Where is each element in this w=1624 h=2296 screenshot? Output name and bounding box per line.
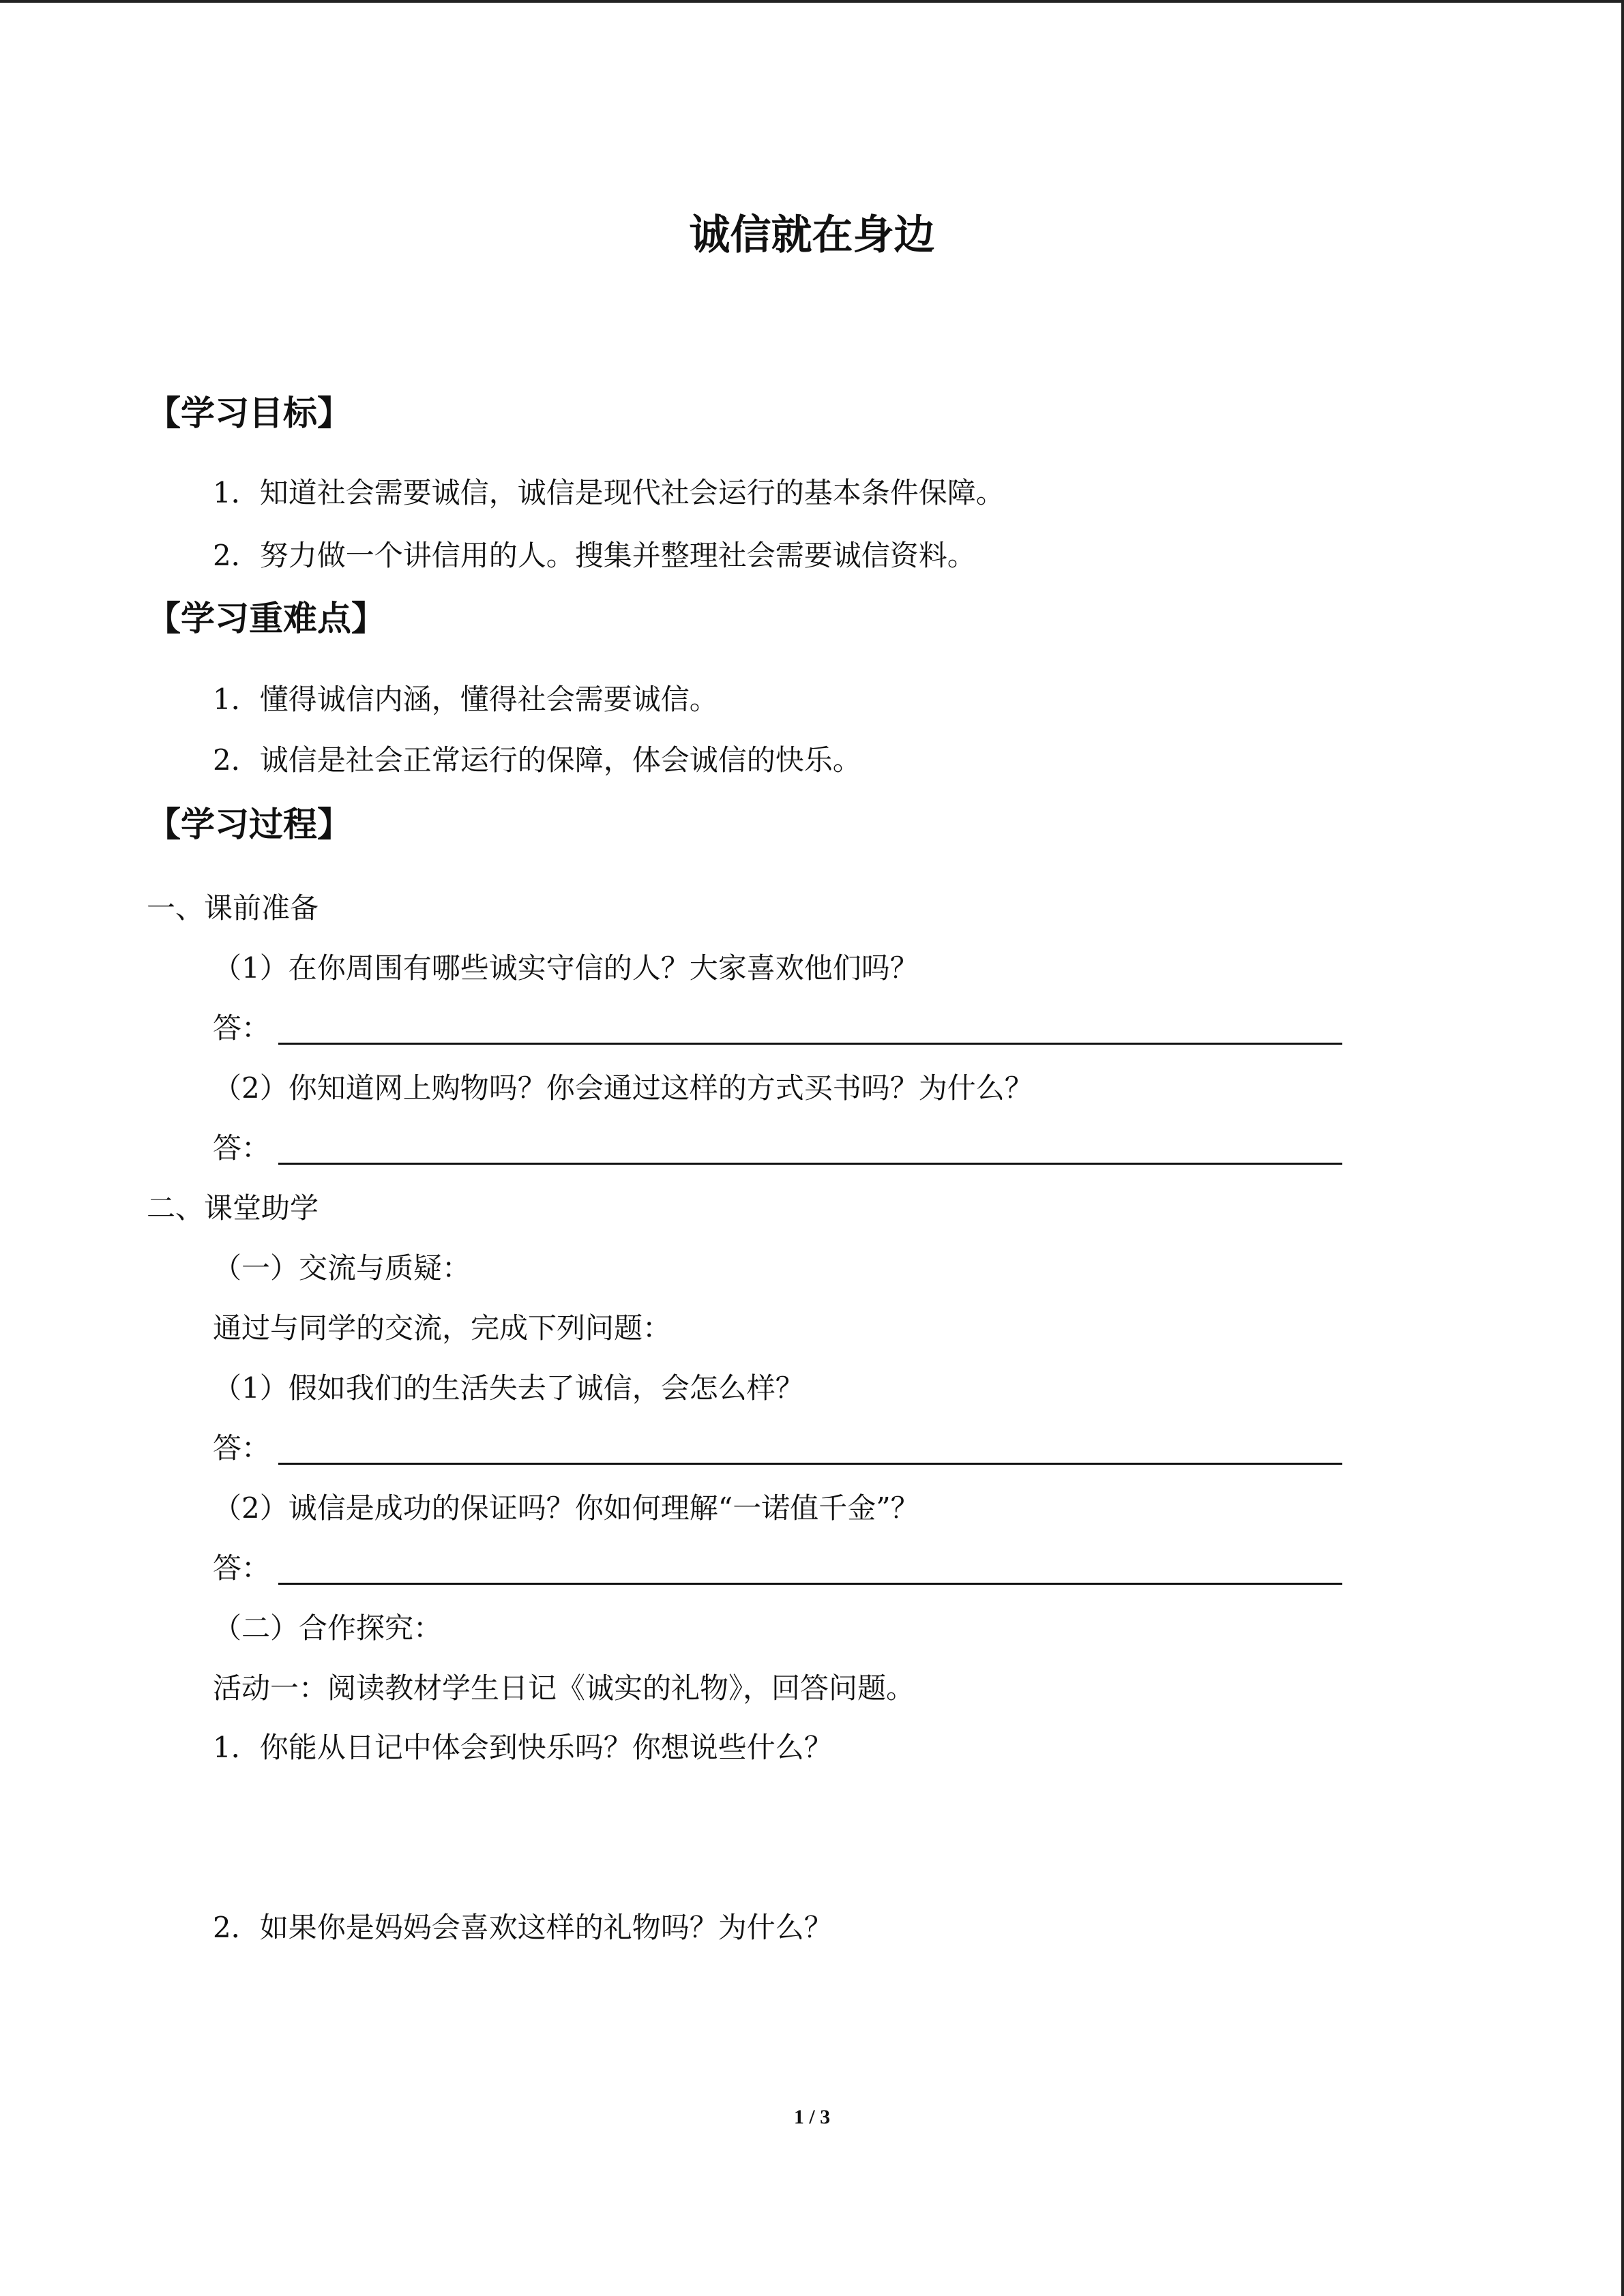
part2-question-1: （1）假如我们的生活失去了诚信，会怎么样？ xyxy=(213,1371,804,1405)
answer-label: 答： xyxy=(213,1551,271,1585)
page-number: 1 / 3 xyxy=(793,2106,831,2128)
part1-question-2: （2）你知道网上购物吗？你会通过这样的方式买书吗？为什么？ xyxy=(213,1071,1033,1105)
part1-question-1: （1）在你周围有哪些诚实守信的人？大家喜欢他们吗？ xyxy=(213,951,919,985)
answer-line[interactable] xyxy=(278,1583,1342,1585)
activity-one: 活动一：阅读教材学生日记《诚实的礼物》，回答问题。 xyxy=(213,1671,915,1705)
page-title: 诚信就在身边 xyxy=(689,211,935,259)
answer-line[interactable] xyxy=(278,1163,1342,1165)
objective-item-1: 1．知道社会需要诚信，诚信是现代社会运行的基本条件保障。 xyxy=(213,476,1005,509)
key-point-item-2: 2．诚信是社会正常运行的保障，体会诚信的快乐。 xyxy=(213,743,861,777)
part2-intro: 通过与同学的交流，完成下列问题： xyxy=(213,1311,672,1345)
key-point-item-1: 1．懂得诚信内涵，懂得社会需要诚信。 xyxy=(213,683,718,716)
part2-title: 二、课堂助学 xyxy=(147,1191,319,1225)
part2-question-2: （2）诚信是成功的保证吗？你如何理解“一诺值千金”？ xyxy=(213,1491,919,1525)
objective-item-2: 2．努力做一个讲信用的人。搜集并整理社会需要诚信资料。 xyxy=(213,539,976,572)
activity-question-2: 2．如果你是妈妈会喜欢这样的礼物吗？为什么？ xyxy=(213,1911,833,1944)
activity-question-1: 1．你能从日记中体会到快乐吗？你想说些什么？ xyxy=(213,1731,833,1764)
heading-objectives: 【学习目标】 xyxy=(147,393,351,433)
heading-process: 【学习过程】 xyxy=(147,805,351,844)
answer-label: 答： xyxy=(213,1131,271,1165)
part1-title: 一、课前准备 xyxy=(147,891,319,925)
part2-subsection-1: （一）交流与质疑： xyxy=(213,1251,471,1285)
answer-label: 答： xyxy=(213,1011,271,1045)
heading-key-points: 【学习重难点】 xyxy=(147,599,385,638)
page-border-top xyxy=(0,0,1624,3)
answer-label: 答： xyxy=(213,1431,271,1465)
answer-line[interactable] xyxy=(278,1043,1342,1045)
part2-subsection-2: （二）合作探究： xyxy=(213,1611,443,1645)
page-border-right xyxy=(1621,0,1624,2296)
answer-line[interactable] xyxy=(278,1463,1342,1465)
